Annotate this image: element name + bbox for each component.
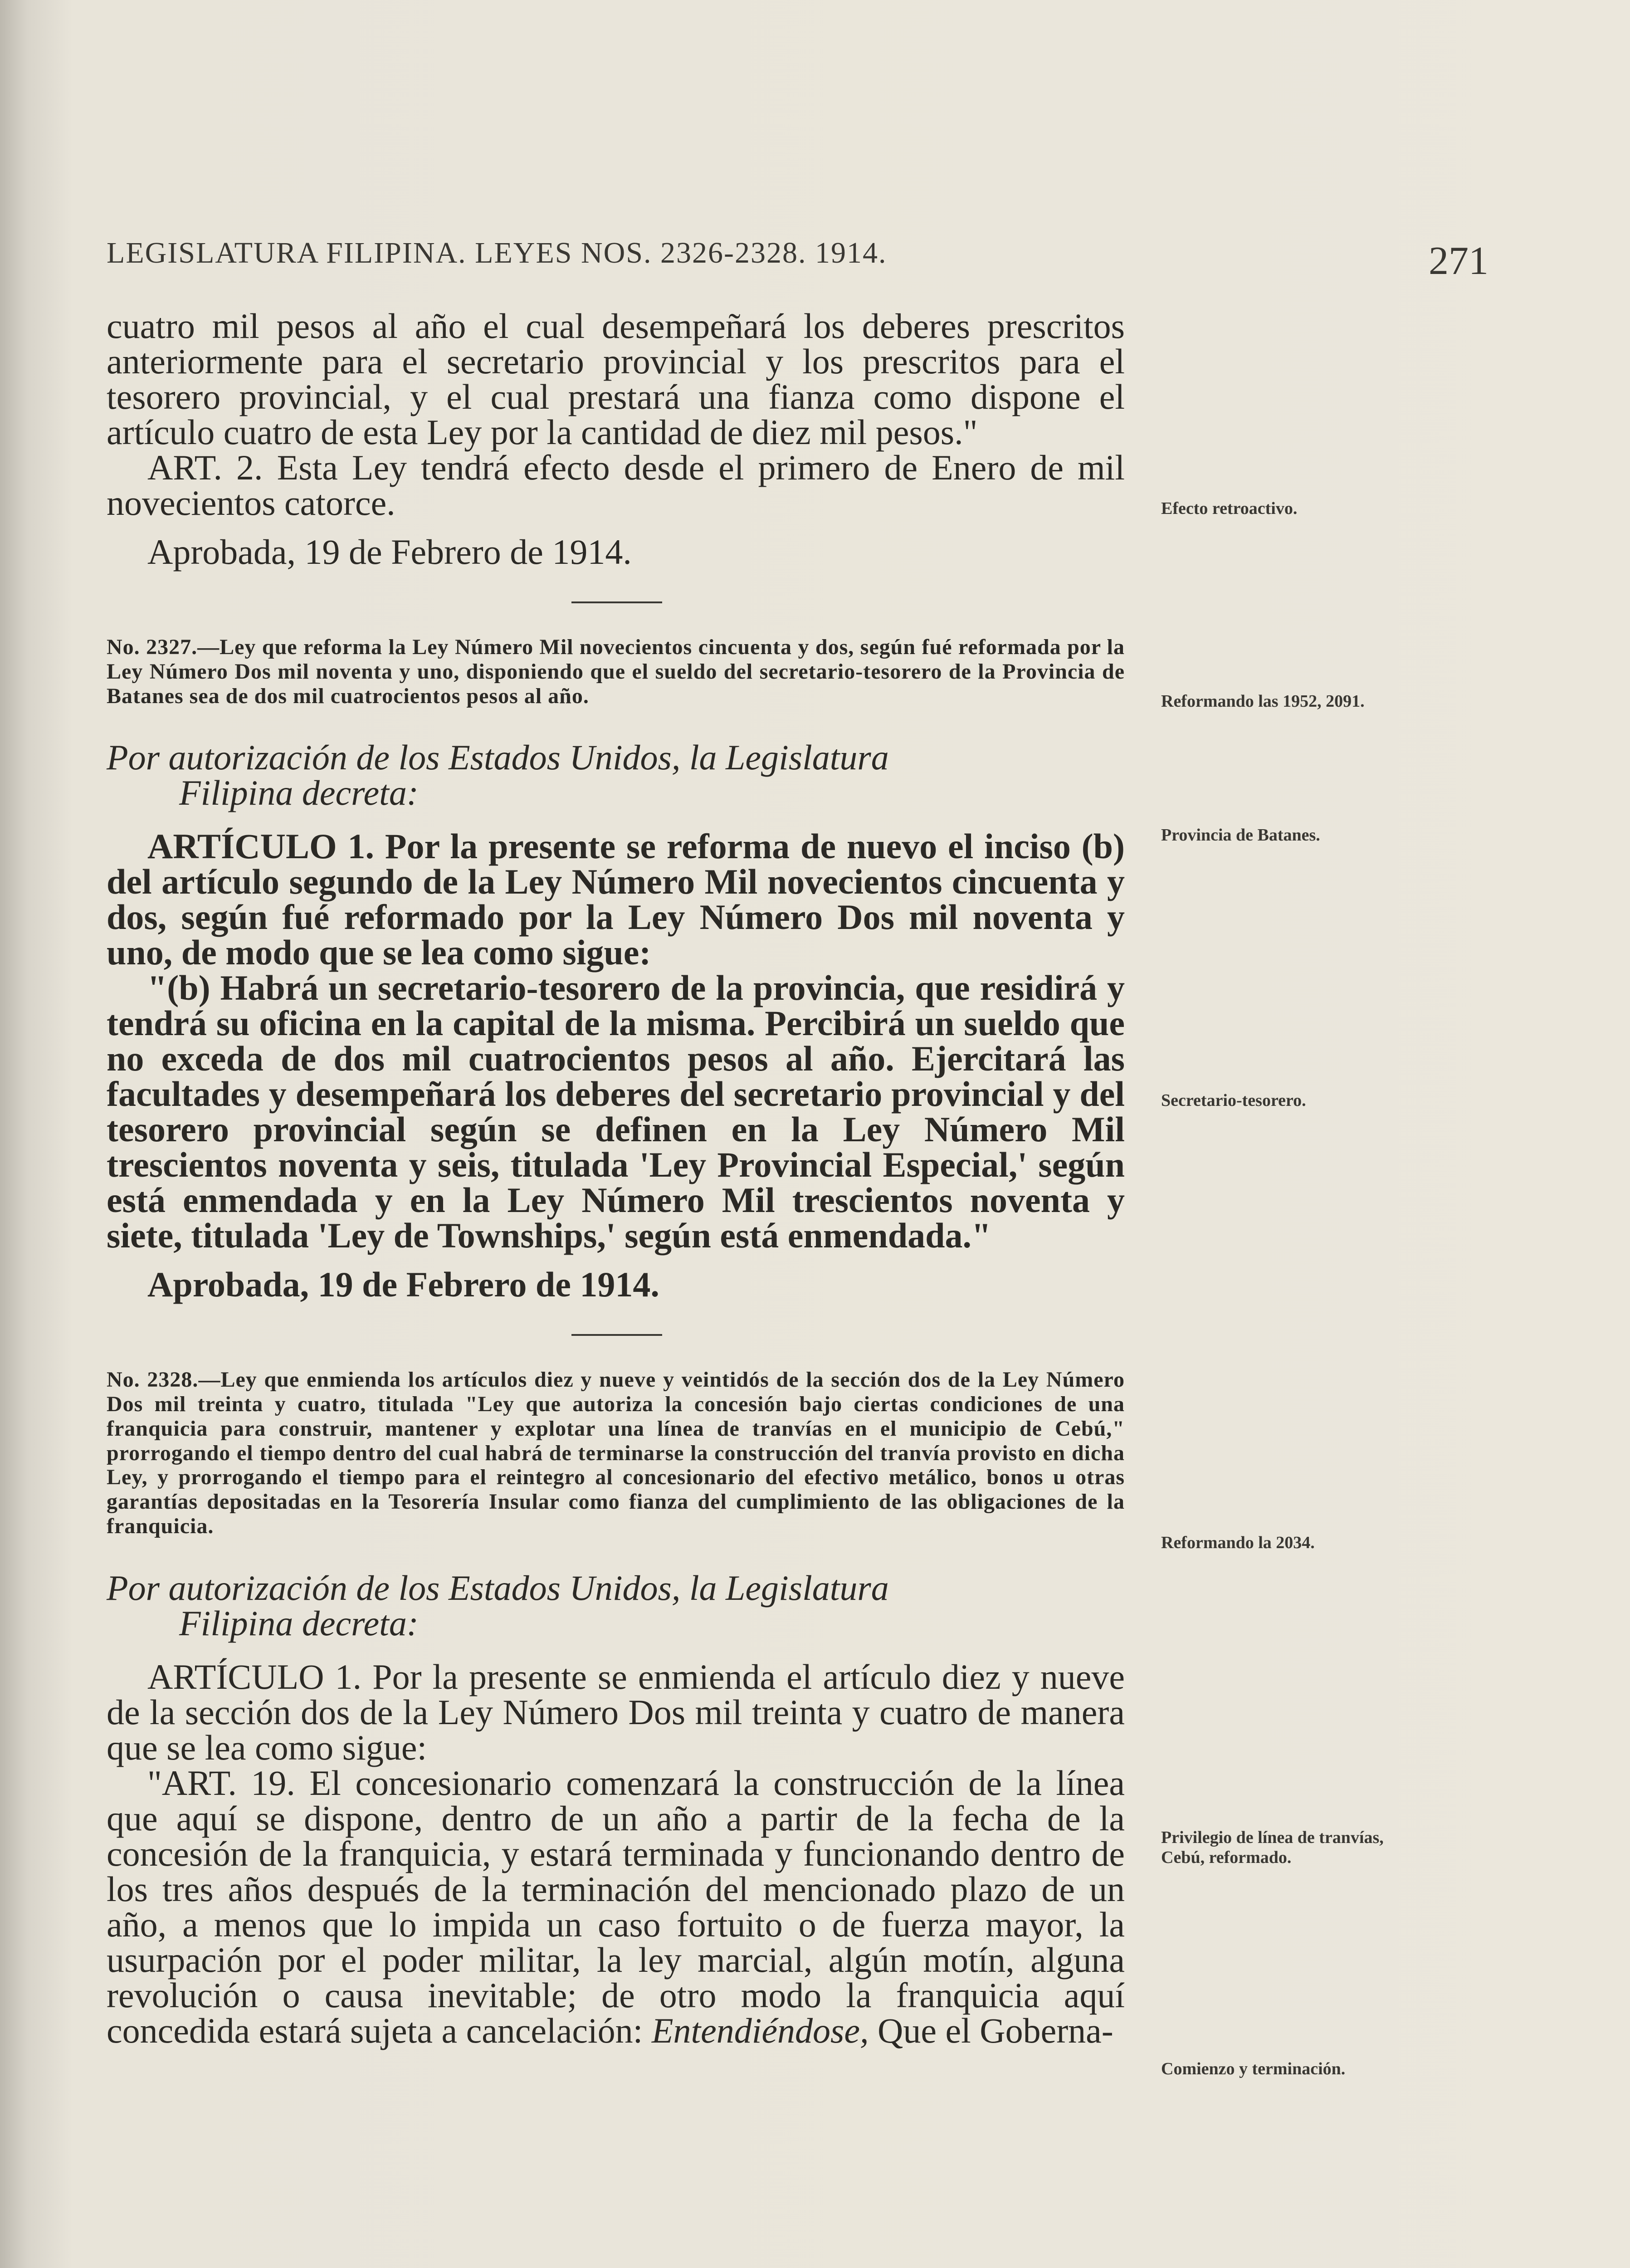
margin-note-reform-2034: Reformando la 2034. — [1161, 1533, 1315, 1552]
law-2327-synopsis-text: —Ley que reforma la Ley Número Mil novecientos cincuenta y dos, según fué reformada por la Ley Número Dos mil noventa y uno, disponiendo que el sueldo del secretario-tesorero de la Provincia de Batanes sea de dos mil cuatrocientos pesos al año. — [107, 635, 1125, 708]
margin-note-reform-1952: Reformando las 1952, 2091. — [1161, 692, 1365, 711]
law-2327-enacting-line-2: Filipina decreta: — [179, 773, 419, 813]
law-2328-article-19 — [107, 1765, 1125, 2048]
approval-date-1: Aprobada, 19 de Febrero de 1914. — [147, 532, 632, 572]
law-2328-number: No. 2328. — [107, 1368, 199, 1392]
law-2328-article-19-text-a: El concesionario comenzará la construcción de la línea que aquí se dispone, dentro de un año a partir de la fecha de la concesión de la franquicia, y estará terminada y funcionando dentro de los tres años después de la terminación del mencionado plazo de un año, a menos que lo impida un caso fortuito o de fuerza mayor, la usurpación por el poder militar, la ley marcial, algún motín, alguna revolución o causa inevitable; de otro modo la franquicia aquí concedida estará sujeta a cancelación: — [107, 1763, 1125, 2050]
margin-note-comienzo: Comienzo y terminación. — [1161, 2059, 1346, 2078]
article-2-paragraph — [107, 450, 1125, 521]
article-2-label: ART. 2. — [147, 448, 263, 487]
approval-date-2: Aprobada, 19 de Febrero de 1914. — [147, 1265, 659, 1305]
law-2327-article-1-label: ARTÍCULO 1. — [147, 826, 374, 866]
law-2328-article-19-label: "ART. 19. — [147, 1763, 295, 1803]
law-2328-enacting-line-2: Filipina decreta: — [179, 1603, 419, 1643]
margin-note-privilegio: Privilegio de línea de tranvías, Cebú, reformado. — [1161, 1828, 1384, 1867]
page-number: 271 — [1429, 239, 1488, 283]
margin-note-retroactive: Efecto retroactivo. — [1161, 499, 1298, 518]
law-2328-article-19-italic: Entendiéndose, — [651, 2010, 869, 2050]
page-body — [107, 308, 1125, 2048]
law-2328-article-19-text-b: Que el Goberna- — [878, 2010, 1113, 2050]
law-2328-enacting-line-1: Por autorización de los Estados Unidos, la Legislatura — [107, 1568, 889, 1608]
law-2328-article-1-label: ARTÍCULO 1. — [147, 1657, 362, 1696]
running-header: LEGISLATURA FILIPINA. LEYES NOS. 2326-2328. 1914. — [107, 236, 887, 269]
continuation-paragraph: cuatro mil pesos al año el cual desempeñará los deberes prescritos anteriormente para el secretario provincial y los prescritos para el tesorero provincial, y el cual prestará una fianza como dispone el artículo cuatro de esta Ley por la cantidad de diez mil pesos." — [107, 306, 1125, 452]
law-2328-article-1 — [107, 1659, 1125, 1765]
section-divider — [571, 1334, 662, 1336]
margin-note-batanes: Provincia de Batanes. — [1161, 826, 1320, 845]
law-2327-synopsis — [107, 635, 1125, 708]
law-2327-quoted-text: "(b) Habrá un secretario-tesorero de la provincia, que residirá y tendrá su oficina en la capital de la misma. Percibirá un sueldo que no exceda de dos mil cuatrocientos pesos al año. Ejercitará las facultades y desempeñará los deberes del secretario provincial y del tesorero provincial según se definen en la Ley Número Mil trescientos noventa y seis, titulada 'Ley Provincial Especial,' según está enmendada y en la Ley Número Mil trescientos noventa y siete, titulada 'Ley de Townships,' según está enmendada." — [107, 968, 1125, 1256]
law-2327-enacting-line-1: Por autorización de los Estados Unidos, la Legislatura — [107, 738, 889, 777]
law-2327-article-1 — [107, 826, 1125, 973]
law-2328-enacting-clause — [107, 1570, 1125, 1641]
section-divider — [571, 601, 662, 603]
margin-note-secretario-tesorero: Secretario-tesorero. — [1161, 1091, 1306, 1110]
law-2327-enacting-clause — [107, 740, 1125, 811]
law-2327-number: No. 2327. — [107, 635, 198, 659]
law-2328-synopsis — [107, 1368, 1125, 1538]
law-2328-synopsis-text: —Ley que enmienda los artículos diez y nueve y veintidós de la sección dos de la Ley Número Dos mil treinta y cuatro, titulada "Ley que autoriza la concesión bajo ciertas condiciones de una franquicia para construir, mantener y explotar una línea de tranvías en el municipio de Cebú," prorrogando el tiempo dentro del cual habrá de terminarse la construcción del tranvía provisto en dicha Ley, y prorrogando el tiempo para el reintegro al concesionario del efectivo metálico, bonos u otras garantías depositadas en la Tesorería Insular como fianza del cumplimiento de las obligaciones de la franquicia. — [107, 1368, 1125, 1538]
law-2328-article-1-text: Por la presente se enmienda el artículo diez y nueve de la sección dos de la Ley Número Dos mil treinta y cuatro de manera que se lea como sigue: — [107, 1657, 1125, 1767]
law-2327-article-1-text: Por la presente se reforma de nuevo el inciso (b) del artículo segundo de la Ley Número Mil novecientos cincuenta y dos, según fué reformado por la Ley Número Dos mil noventa y uno, de modo que se lea como sigue: — [107, 826, 1125, 973]
article-2-text: Esta Ley tendrá efecto desde el primero de Enero de mil novecientos catorce. — [107, 448, 1125, 523]
